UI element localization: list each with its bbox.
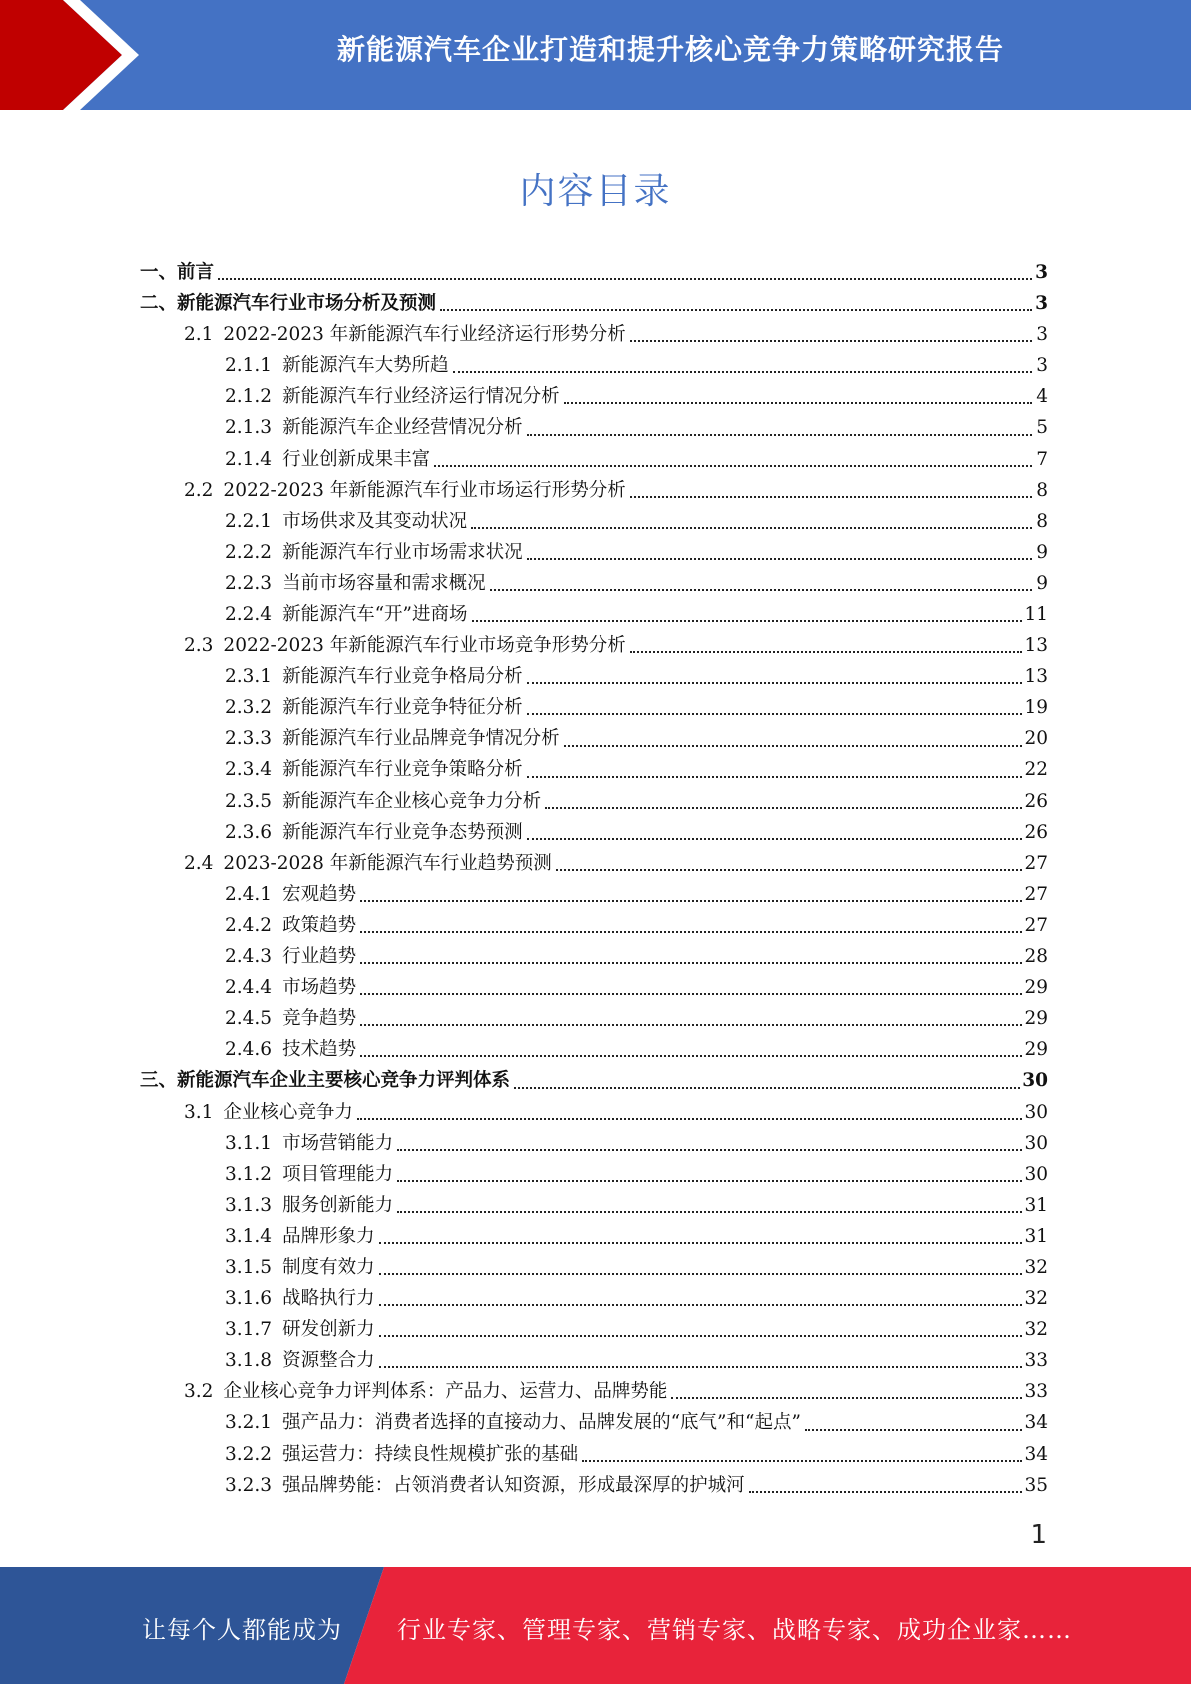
toc-entry[interactable]	[140, 502, 1048, 533]
toc-entry-number: 3.1.3	[225, 1194, 273, 1216]
toc-entry-number: 2.2.2	[225, 541, 273, 563]
toc-entry-number: 2.3.2	[225, 697, 273, 719]
toc-entry-title: 政策趋势	[282, 914, 357, 936]
toc-entry[interactable]	[140, 440, 1048, 471]
toc-entry-page: 32	[1024, 1288, 1048, 1310]
toc-entry-page: 30	[1024, 1132, 1048, 1154]
toc-entry-number: 2.3.4	[225, 759, 273, 781]
dot-leader	[360, 1054, 1022, 1057]
toc-entry-page: 26	[1024, 790, 1048, 812]
toc-entry-page: 34	[1024, 1412, 1048, 1434]
toc-entry[interactable]	[140, 595, 1048, 626]
toc-entry-title: 新能源汽车企业主要核心竞争力评判体系	[177, 1070, 511, 1092]
toc-entry[interactable]	[140, 1061, 1048, 1092]
toc-entry-page: 30	[1024, 1101, 1048, 1123]
dot-leader	[527, 775, 1023, 778]
toc-entry-page: 27	[1024, 883, 1048, 905]
toc-entry-title: 项目管理能力	[282, 1163, 394, 1185]
toc-entry[interactable]	[140, 906, 1048, 937]
toc-entry-number: 2.4.4	[225, 977, 273, 999]
toc-entry-title: 2022-2023 年新能源汽车行业市场运行形势分析	[223, 479, 626, 501]
toc-entry-page: 26	[1024, 821, 1048, 843]
toc-entry-title: 新能源汽车企业经营情况分析	[282, 417, 523, 439]
toc-entry-number: 2.1.3	[225, 417, 273, 439]
toc-entry-page: 28	[1024, 946, 1048, 968]
dot-leader	[360, 899, 1022, 902]
toc-entry[interactable]	[140, 1248, 1048, 1279]
toc-entry-page: 32	[1024, 1319, 1048, 1341]
toc-entry-page: 3	[1036, 355, 1048, 377]
toc-entry[interactable]	[140, 1435, 1048, 1466]
dot-leader	[453, 370, 1032, 373]
toc-entry-number: 2.3.1	[225, 666, 273, 688]
toc-entry[interactable]	[140, 564, 1048, 595]
toc-entry[interactable]	[140, 1403, 1048, 1434]
dot-leader	[379, 1241, 1023, 1244]
toc-entry[interactable]	[140, 688, 1048, 719]
toc-entry[interactable]	[140, 1030, 1048, 1061]
toc-entry-page: 34	[1024, 1443, 1048, 1465]
toc-entry[interactable]	[140, 751, 1048, 782]
dot-leader	[671, 1396, 1022, 1399]
toc-entry-page: 31	[1024, 1194, 1048, 1216]
toc-entry-number: 3.1.5	[225, 1256, 273, 1278]
dot-leader	[582, 1459, 1022, 1462]
dot-leader	[397, 1210, 1022, 1213]
toc-entry-page: 3	[1035, 261, 1048, 283]
toc-entry-number: 2.3	[184, 635, 214, 657]
toc-entry-number: 2.1	[184, 324, 214, 346]
toc-entry-page: 3	[1036, 324, 1048, 346]
dot-leader	[527, 433, 1032, 436]
toc-entry-page: 35	[1024, 1474, 1048, 1496]
dot-leader	[514, 1086, 1020, 1089]
toc-entry-title: 强运营力：持续良性规模扩张的基础	[282, 1443, 579, 1465]
dot-leader	[360, 961, 1022, 964]
page-number: 1	[1030, 1520, 1047, 1550]
toc-entry[interactable]	[140, 875, 1048, 906]
toc-entry-page: 19	[1024, 697, 1048, 719]
toc-entry-page: 4	[1036, 386, 1048, 408]
toc-entry[interactable]	[140, 284, 1048, 315]
dot-leader	[397, 1148, 1022, 1151]
toc-entry-title: 新能源汽车企业核心竞争力分析	[282, 790, 542, 812]
toc-entry-page: 33	[1024, 1350, 1048, 1372]
toc-entry[interactable]	[140, 626, 1048, 657]
toc-entry-title: 新能源汽车行业竞争态势预测	[282, 821, 523, 843]
toc-entry-page: 9	[1036, 541, 1048, 563]
toc-entry-number: 3.1.8	[225, 1350, 273, 1372]
toc-entry[interactable]	[140, 1372, 1048, 1403]
toc-entry-title: 企业核心竞争力	[223, 1101, 353, 1123]
toc-entry[interactable]	[140, 999, 1048, 1030]
toc-entry-number: 2.2.4	[225, 604, 273, 625]
toc-entry[interactable]	[140, 937, 1048, 968]
toc-entry[interactable]	[140, 1310, 1048, 1341]
toc-entry-number: 3.1.7	[225, 1319, 273, 1341]
toc-entry-title: 2023-2028 年新能源汽车行业趋势预测	[223, 852, 552, 874]
dot-leader	[471, 526, 1032, 529]
toc-entry-title: 技术趋势	[282, 1039, 357, 1061]
toc-entry[interactable]	[140, 408, 1048, 439]
toc-entry-page: 13	[1024, 635, 1048, 657]
toc-entry-page: 31	[1024, 1225, 1048, 1247]
toc-entry-title: 竞争趋势	[282, 1008, 357, 1030]
dot-leader	[360, 930, 1022, 933]
toc-entry[interactable]	[140, 1093, 1048, 1124]
toc-entry-title: 行业创新成果丰富	[282, 448, 431, 470]
toc-entry-number: 3.2	[184, 1381, 214, 1403]
toc-entry[interactable]	[140, 1217, 1048, 1248]
toc-entry-title: 企业核心竞争力评判体系：产品力、运营力、品牌势能	[223, 1381, 668, 1403]
toc-entry-page: 3	[1035, 293, 1048, 315]
report-title: 新能源汽车企业打造和提升核心竞争力策略研究报告	[336, 33, 1004, 66]
dot-leader	[379, 1272, 1023, 1275]
dot-leader	[379, 1365, 1023, 1368]
toc-entry-title: 战略执行力	[282, 1288, 375, 1310]
toc-entry[interactable]	[140, 844, 1048, 875]
dot-leader	[527, 837, 1023, 840]
toc-entry-title: 新能源汽车行业市场需求状况	[282, 541, 523, 563]
toc-entry[interactable]	[140, 377, 1048, 408]
toc-entry-number: 2.2.3	[225, 572, 273, 594]
dot-leader	[564, 744, 1023, 747]
toc-entry-number: 2.4	[184, 852, 214, 874]
dot-leader	[630, 339, 1032, 342]
toc-entry-page: 29	[1024, 1039, 1048, 1061]
toc-entry-page: 33	[1024, 1381, 1048, 1403]
toc-entry-title: 强产品力：消费者选择的直接动力、品牌发展的“底气”和“起点”	[282, 1412, 801, 1434]
toc-entry[interactable]	[140, 533, 1048, 564]
toc-entry[interactable]	[140, 1186, 1048, 1217]
toc-entry-number: 2.4.5	[225, 1008, 273, 1030]
toc-entry-number: 3.1.6	[225, 1288, 273, 1310]
dot-leader	[490, 588, 1032, 591]
dot-leader	[630, 495, 1032, 498]
toc-entry-page: 27	[1024, 852, 1048, 874]
toc-entry-title: 市场趋势	[282, 977, 357, 999]
toc-entry-title: 强品牌势能：占领消费者认知资源，形成最深厚的护城河	[282, 1474, 745, 1496]
toc-entry-title: 新能源汽车行业经济运行情况分析	[282, 386, 560, 408]
toc-entry-page: 8	[1036, 479, 1048, 501]
toc-entry-number: 一、	[140, 261, 178, 283]
dot-leader	[527, 681, 1023, 684]
toc-entry-number: 2.1.1	[225, 355, 273, 377]
toc-entry-number: 3.1.2	[225, 1163, 273, 1185]
toc-entry-title: 市场供求及其变动状况	[282, 510, 468, 532]
toc-entry-title: 新能源汽车行业竞争策略分析	[282, 759, 523, 781]
toc-entry-number: 3.2.2	[225, 1443, 273, 1465]
toc-entry[interactable]	[140, 1279, 1048, 1310]
dot-leader	[556, 868, 1023, 871]
toc-entry-title: 新能源汽车行业竞争格局分析	[282, 666, 523, 688]
toc-entry-number: 3.1.4	[225, 1225, 273, 1247]
toc-entry-number: 2.4.3	[225, 946, 273, 968]
toc-entry-number: 2.2	[184, 479, 214, 501]
toc-entry[interactable]	[140, 346, 1048, 377]
dot-leader	[434, 464, 1032, 467]
dot-leader	[805, 1428, 1023, 1431]
toc-entry[interactable]	[140, 1155, 1048, 1186]
toc-entry-page: 7	[1036, 448, 1048, 470]
footer-slogan-right: 行业专家、管理专家、营销专家、战略专家、成功企业家……	[397, 1616, 1072, 1644]
toc-entry-page: 29	[1024, 977, 1048, 999]
toc-entry-page: 5	[1036, 417, 1048, 439]
toc-entry-number: 2.3.3	[225, 728, 273, 750]
toc-entry-number: 2.3.6	[225, 821, 273, 843]
footer-slogan-left: 让每个人都能成为	[142, 1616, 342, 1644]
dot-leader	[397, 1179, 1022, 1182]
toc-entry[interactable]	[140, 657, 1048, 688]
report-header-band	[0, 0, 1191, 110]
toc-entry[interactable]	[140, 719, 1048, 750]
toc-entry-title: 制度有效力	[282, 1256, 375, 1278]
toc-entry-page: 30	[1022, 1070, 1048, 1092]
toc-entry-title: 当前市场容量和需求概况	[282, 572, 486, 594]
toc-entry-number: 2.1.2	[225, 386, 273, 408]
dot-leader	[545, 806, 1022, 809]
toc-entry-number: 2.3.5	[225, 790, 273, 812]
dot-leader	[360, 992, 1022, 995]
toc-entry[interactable]	[140, 1124, 1048, 1155]
toc-entry-title: 2022-2023 年新能源汽车行业经济运行形势分析	[223, 324, 626, 346]
dot-leader	[472, 619, 1023, 622]
toc-entry[interactable]	[140, 968, 1048, 999]
dot-leader	[527, 712, 1023, 715]
toc-entry-title: 市场营销能力	[282, 1132, 394, 1154]
toc-entry-number: 2.4.2	[225, 914, 273, 936]
toc-entry[interactable]	[140, 253, 1048, 284]
toc-entry[interactable]	[140, 782, 1048, 813]
toc-entry-page: 13	[1024, 666, 1048, 688]
toc-entry-title: 新能源汽车行业市场分析及预测	[177, 293, 437, 315]
toc-entry-page: 30	[1024, 1163, 1048, 1185]
toc-entry-title: 前言	[177, 261, 215, 283]
toc-entry-number: 3.2.3	[225, 1474, 273, 1496]
dot-leader	[440, 308, 1032, 311]
toc-entry-number: 3.1	[184, 1101, 214, 1123]
toc-entry-number: 三、	[140, 1070, 178, 1092]
toc-entry-page: 11	[1024, 604, 1048, 625]
toc-entry-title: 新能源汽车大势所趋	[282, 355, 449, 377]
toc-entry-number: 2.2.1	[225, 510, 273, 532]
table-of-contents	[140, 253, 1048, 1497]
toc-entry-title: 品牌形象力	[282, 1225, 375, 1247]
dot-leader	[630, 650, 1023, 653]
toc-entry-number: 2.1.4	[225, 448, 273, 470]
toc-entry-title: 资源整合力	[282, 1350, 375, 1372]
toc-entry-page: 9	[1036, 572, 1048, 594]
dot-leader	[379, 1334, 1023, 1337]
toc-entry-number: 2.4.6	[225, 1039, 273, 1061]
toc-entry-title: 新能源汽车行业竞争特征分析	[282, 697, 523, 719]
toc-entry-page: 20	[1024, 728, 1048, 750]
toc-entry-page: 27	[1024, 914, 1048, 936]
toc-heading: 内容目录	[519, 171, 672, 212]
toc-entry-number: 3.2.1	[225, 1412, 273, 1434]
toc-entry-title: 行业趋势	[282, 946, 357, 968]
toc-entry-number: 二、	[140, 293, 178, 315]
toc-entry-page: 8	[1036, 510, 1048, 532]
dot-leader	[527, 557, 1032, 560]
toc-entry-page: 32	[1024, 1256, 1048, 1278]
dot-leader	[360, 1023, 1022, 1026]
toc-entry[interactable]	[140, 1466, 1048, 1497]
toc-entry[interactable]	[140, 1341, 1048, 1372]
dot-leader	[218, 277, 1032, 280]
toc-entry-title: 宏观趋势	[282, 883, 357, 905]
toc-entry[interactable]	[140, 813, 1048, 844]
toc-entry-title: 新能源汽车“开”进商场	[282, 604, 468, 625]
toc-entry[interactable]	[140, 471, 1048, 502]
toc-entry-number: 2.4.1	[225, 883, 273, 905]
toc-entry-title: 新能源汽车行业品牌竞争情况分析	[282, 728, 560, 750]
toc-entry[interactable]	[140, 315, 1048, 346]
toc-entry-title: 研发创新力	[282, 1319, 375, 1341]
toc-entry-page: 22	[1024, 759, 1048, 781]
dot-leader	[564, 401, 1032, 404]
dot-leader	[357, 1117, 1023, 1120]
footer-band	[0, 1567, 1191, 1684]
dot-leader	[379, 1303, 1023, 1306]
toc-entry-title: 服务创新能力	[282, 1194, 394, 1216]
toc-entry-page: 29	[1024, 1008, 1048, 1030]
dot-leader	[749, 1490, 1023, 1493]
toc-entry-title: 2022-2023 年新能源汽车行业市场竞争形势分析	[223, 635, 626, 657]
toc-entry-number: 3.1.1	[225, 1132, 273, 1154]
